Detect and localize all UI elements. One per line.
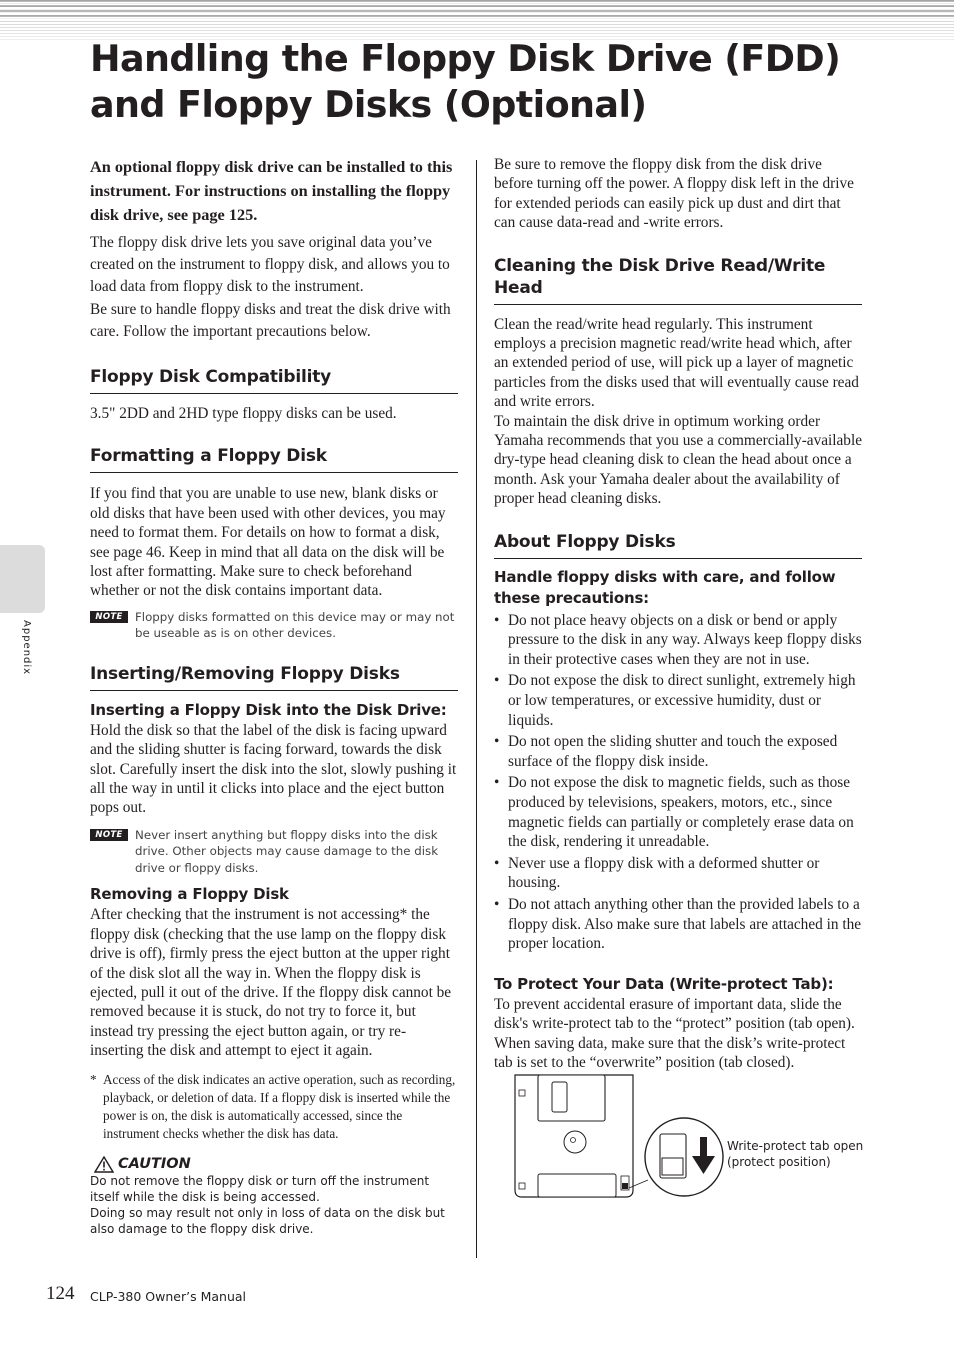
remove-subheading: Removing a Floppy Disk <box>90 885 289 904</box>
figure-label <box>727 1138 863 1170</box>
intro-paragraph-2: Be sure to handle floppy disks and treat the disk drive with care. Follow the important precautions below. <box>90 300 451 340</box>
list-item: • Do not place heavy objects on a disk or bend or apply pressure to the disk in any way. Always keep floppy disks in their protective cases when they are not in use. <box>494 611 862 668</box>
caution-text-1: Do not remove the floppy disk or turn off the instrument itself while the disk is being accessed. <box>90 1173 430 1204</box>
footnote-mark: * <box>90 1071 97 1087</box>
figure-label-line-2: (protect position) <box>727 1155 831 1169</box>
page-number: 124 <box>46 1283 75 1304</box>
remove-power-text: Be sure to remove the floppy disk from the disk drive before turning off the power. A floppy disk left in the drive for extended periods can easily pick up dust and dirt that can cause data-read and -write errors. <box>494 156 854 232</box>
insert-subheading: Inserting a Floppy Disk into the Disk Drive: <box>90 700 447 719</box>
left-column <box>90 155 458 1237</box>
insert-note <box>90 827 458 877</box>
list-item: • Never use a floppy disk with a deformed shutter or housing. <box>494 854 820 892</box>
column-divider <box>476 160 477 1258</box>
clean-text-2: To maintain the disk drive in optimum working order Yamaha recommends that you use a commercially-available dry-type head cleaning disk to clean the head about once a month. Ask your Yamaha dealer about the availability of proper head cleaning disks. <box>494 412 862 508</box>
side-tab <box>0 545 45 613</box>
format-note <box>90 609 458 642</box>
compat-heading: Floppy Disk Compatibility <box>90 366 458 394</box>
format-text: If you find that you are unable to use new, blank disks or old disks that have been used with other devices, you may need to format them. For details on how to format a disk, see page 46. Keep in mind that all data on the disk will be lost after formatting. Make sure to check beforehand whether or not the disk contains important data. <box>90 485 446 600</box>
note-icon: NOTE <box>90 611 128 623</box>
clean-heading: Cleaning the Disk Drive Read/Write Head <box>494 255 862 305</box>
precaution-list <box>494 611 862 954</box>
compat-text: 3.5" 2DD and 2HD type floppy disks can be used. <box>90 405 397 423</box>
warning-triangle-icon <box>94 1156 114 1173</box>
insert-text: Hold the disk so that the label of the disk is facing upward and the sliding shutter is facing forward, towards the disk slot. Carefully insert the disk into the slot, slowly pushing it all the way in until it clicks into place and the eject button pops out. <box>90 721 457 817</box>
about-heading: About Floppy Disks <box>494 531 862 559</box>
page-title: Handling the Floppy Disk Drive (FDD) and Floppy Disks (Optional) <box>90 37 841 126</box>
note-icon: NOTE <box>90 829 128 841</box>
caution-heading <box>94 1156 458 1173</box>
caution-label: CAUTION <box>118 1156 191 1173</box>
list-item: • Do not attach anything other than the provided labels to a floppy disk. Also make sure that labels are attached in the proper location. <box>494 896 862 953</box>
caution-text-2: Doing so may result not only in loss of data on the disk but also damage to the floppy disk drive. <box>90 1205 445 1236</box>
figure-label-line-1: Write-protect tab open <box>727 1139 864 1153</box>
clean-text-1: Clean the read/write head regularly. This instrument employs a precision magnetic read/write head which, after an extended period of use, will pick up a layer of magnetic particles from the disks used that will eventually cause read and write errors. <box>494 315 859 411</box>
insert-note-text: Never insert anything but floppy disks into the disk drive. Other objects may cause damage to the disk drive or floppy disks. <box>135 827 439 875</box>
list-item: • Do not open the sliding shutter and touch the exposed surface of the floppy disk inside. <box>494 733 838 770</box>
insert-heading: Inserting/Removing Floppy Disks <box>90 663 458 691</box>
list-item: • Do not expose the disk to magnetic fields, such as those produced by televisions, speakers, motors, etc., since magnetic fields can partially or completely erase data on the disk, rendering it unreadable. <box>494 774 854 851</box>
list-item: • Do not expose the disk to direct sunlight, extremely high or low temperatures, or excessive humidity, dust or liquids. <box>494 672 856 729</box>
format-heading: Formatting a Floppy Disk <box>90 445 458 473</box>
manual-title: CLP-380 Owner’s Manual <box>90 1289 246 1304</box>
format-note-text: Floppy disks formatted on this device may or may not be useable as is on other devices. <box>135 609 455 641</box>
about-subheading: Handle floppy disks with care, and follow these precautions: <box>494 567 836 607</box>
protect-text: To prevent accidental erasure of important data, slide the disk's write-protect tab to the “protect” position (tab open). When saving data, make sure that the disk’s write-protect tab is set to the “overwrite” position (tab closed). <box>494 995 855 1071</box>
footnote-text: Access of the disk indicates an active operation, such as recording, playback, or deletion of data. If a floppy disk is inserted while the power is on, the disk is automatically accessed, since the instrument checks whether the disk has data. <box>103 1071 456 1141</box>
remove-text: After checking that the instrument is not accessing* the floppy disk (checking that the use lamp on the floppy disk drive is off), firmly press the eject button at the upper right of the disk slot all the way in. When the floppy disk is ejected, pull it out of the drive. If the floppy disk cannot be removed because it is stuck, do not try to force it, but instead try pressing the eject button again, or try re-inserting the disk and attempt to eject it again. <box>90 906 452 1060</box>
protect-subheading: To Protect Your Data (Write-protect Tab): <box>494 974 834 993</box>
floppy-disk-illustration <box>510 1070 860 1200</box>
right-column <box>494 155 862 1072</box>
intro-paragraph-1: The floppy disk drive lets you save original data you’ve created on the instrument to floppy disk, and allows you to load data from floppy disk to the instrument. <box>90 234 450 296</box>
side-tab-label: Appendix <box>21 620 32 676</box>
header-stripes-top <box>0 0 954 20</box>
lead-paragraph: An optional floppy disk drive can be installed to this instrument. For instructions on installing the floppy disk drive, see page 125. <box>90 157 453 224</box>
footnote <box>90 1071 458 1143</box>
